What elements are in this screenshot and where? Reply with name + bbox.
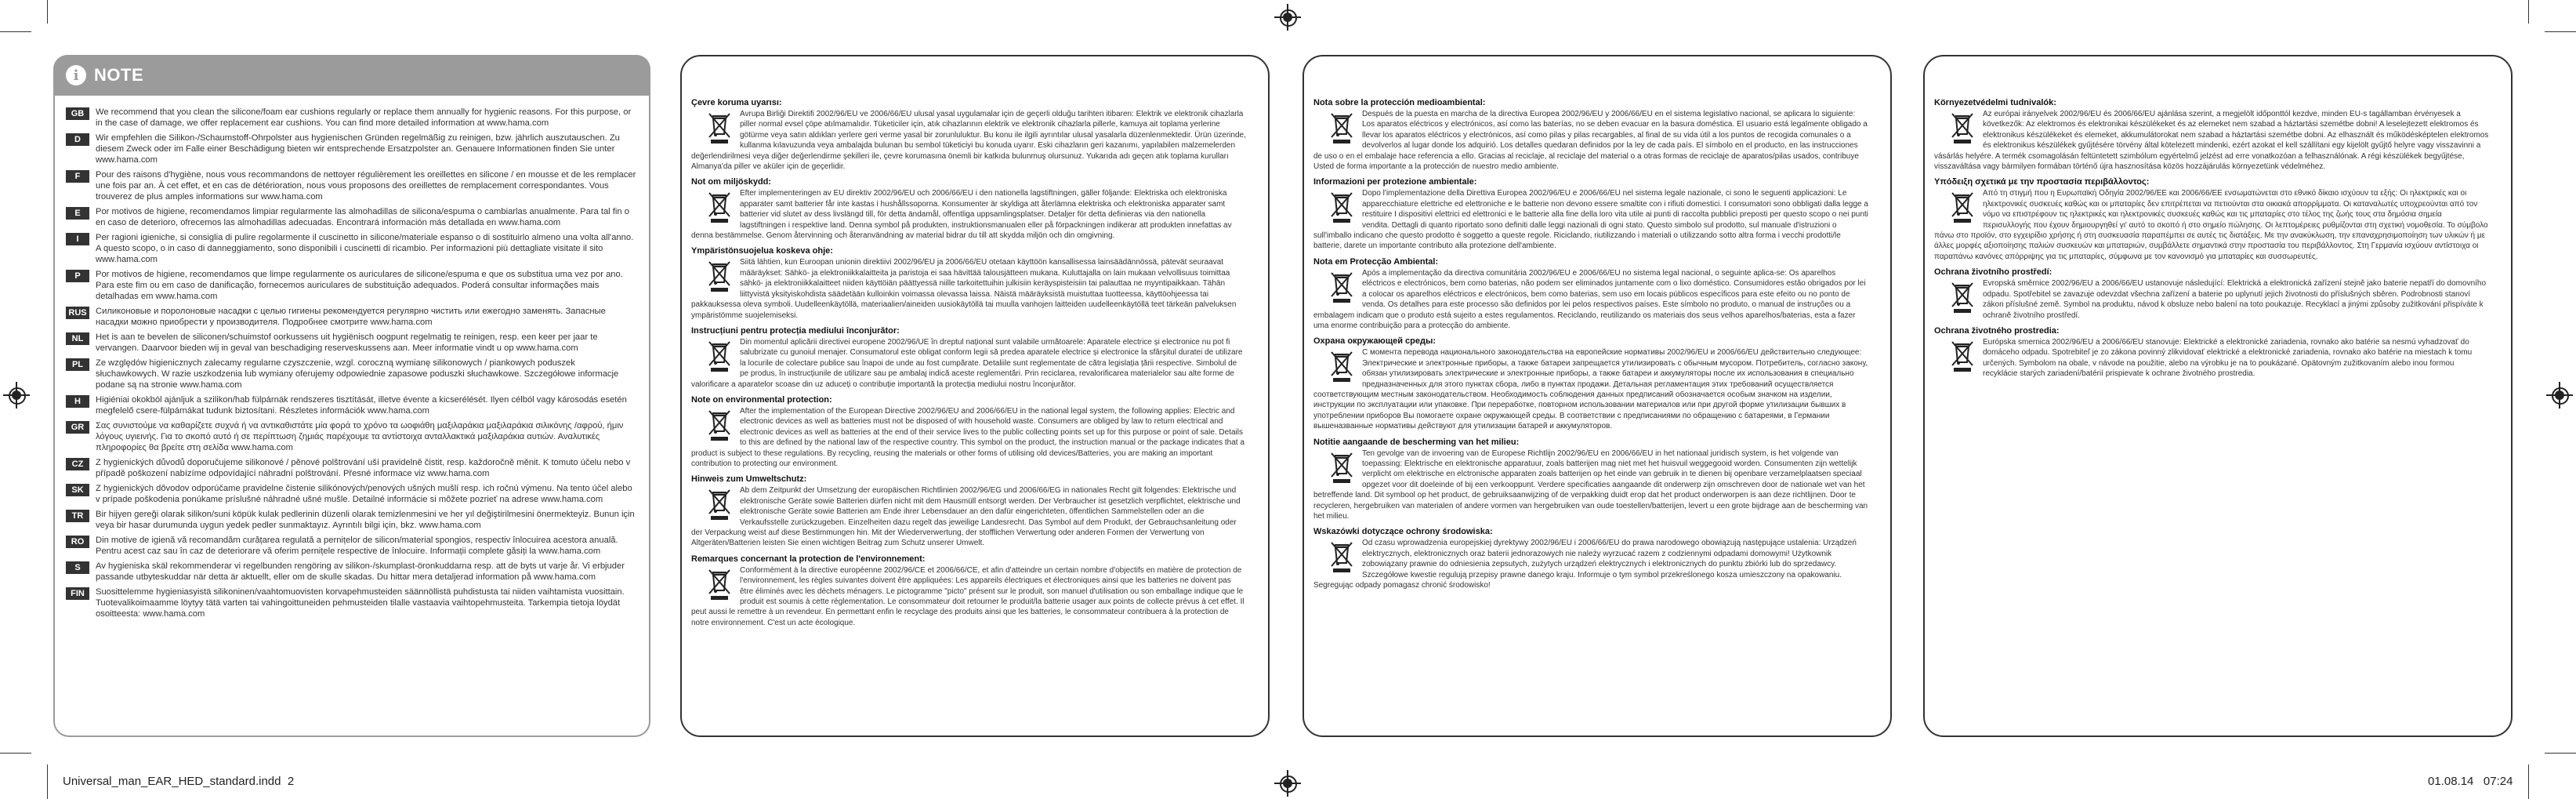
disposal-section-title: Hinweis zum Umweltschutz: xyxy=(691,474,807,485)
language-note-text: Wir empfehlen die Silikon-/Schaumstoff-Ohrpolster aus hygienischen Gründen regelmäßig zu reinigen, bzw. jährlich auszutauschen. Zu diesem Zweck oder im Falle einer Beschädigung bieten wir entsprechende Ersatzpolster an. Genauere Informationen finden Sie unter www.hama.com xyxy=(96,133,620,165)
language-note-text: Pour des raisons d'hygiène, nous vous recommandons de nettoyer régulièrement les oreillettes en silicone / en mousse et de les remplacer une fois par an. À cet effet, et en cas de détérioration, nous vous proposons des oreillettes de remplacement correspondantes. Vous trouverez de plus amples informations sur www.hama.com xyxy=(96,170,636,202)
disposal-section xyxy=(1313,256,1868,331)
disposal-section xyxy=(1934,176,2489,262)
language-note-row xyxy=(66,332,638,354)
crop-mark xyxy=(0,753,31,754)
disposal-section-body xyxy=(1313,538,1868,590)
disposal-section-title: Wskazówki dotyczące ochrony środowiska: xyxy=(1313,527,1493,537)
registration-mark-bottom xyxy=(1274,770,1301,797)
disposal-section xyxy=(1934,325,2489,380)
crossed-out-bin-icon xyxy=(705,190,734,224)
crossed-out-bin-icon xyxy=(705,259,734,293)
crossed-out-bin-icon xyxy=(1328,539,1356,574)
footer-timestamp xyxy=(2428,775,2513,788)
disposal-section-text: Din momentul aplicării directivei europene 2002/96/UE în dreptul național sunt valabile următoarele: Aparatele electrice și electronice nu pot fi salubrizate cu gunoiul menajer. Consumatorul este obligat conform legii să predea aparatele electrice și electronice la sfârșitul duratei de utilizare la locurile de colectare publice sau înapoi de unde au fost cumpărate. Detaliile sunt reglementate de cătra legislația țării respective. Simbolul de pe produs, în instrucțiunile de utilizare sau pe ambalaj indică aceste reglementări. Prin reciclarea, revalorificarea materialelor sau alte forme de valorificare a aparatelor scoase din uz aduceți o contribuție importantă la protecția mediului nostru înconjurător. xyxy=(691,337,1243,389)
disposal-section-title: Not om miljöskydd: xyxy=(691,177,772,187)
language-note-row xyxy=(66,107,638,129)
crop-mark xyxy=(0,31,31,32)
crossed-out-bin-icon xyxy=(1328,349,1356,383)
disposal-section xyxy=(691,394,1246,469)
disposal-section-body xyxy=(691,257,1246,320)
disposal-section xyxy=(691,554,1246,628)
crossed-out-bin-icon xyxy=(1328,190,1356,224)
print-time: 07:24 xyxy=(2483,775,2513,788)
language-note-row xyxy=(66,169,638,202)
crossed-out-bin-icon xyxy=(705,408,734,442)
crossed-out-bin-icon xyxy=(1948,339,1976,373)
crop-mark xyxy=(47,764,48,799)
disposal-section-text: Evropská směrnice 2002/96/EU a 2006/66/EU ustanovuje následující: Elektrická a elektronická zařízení stejně jako baterie nepatří do domovního odpadu. Spotřebitel se zavazuje odevzdat všechna zařízení a baterie po uplynutí jejich životnosti do příslušných sběren. Podrobnosti stanoví zákon příslušné země. Symbol na produktu, návod k obsluze nebo balení na toto poukazuje. Recyklací a jinými způsoby zužitkování přispíváte k ochraně životního prostředí. xyxy=(1983,279,2487,320)
crop-mark xyxy=(2528,0,2529,24)
disposal-section-title: Remarques concernant la protection de l'environnement: xyxy=(691,554,926,564)
disposal-section xyxy=(1934,97,2489,172)
disposal-section-title: Informazioni per protezione ambientale: xyxy=(1313,177,1477,187)
language-code-badge: P xyxy=(66,270,89,282)
disposal-section-text: After the implementation of the European Directive 2002/96/EU and 2006/66/EU in the national legal system, the following applies: Electric and electronic devices as well as batteries must not be disposed of with household waste. Consumers are obliged by law to return electrical and electronic devices as well as batteries at the end of their service lives to the public collecting points set up for this purpose or point of sale. Details to this are defined by the national law of the respective country. This symbol on the product, the instruction manual or the package indicates that a product is subject to these regulations. By recycling, reusing the materials or other forms of utilising old devices/Batteries, you are making an important contribution to protecting our environment. xyxy=(691,406,1245,468)
disposal-section xyxy=(691,474,1246,548)
registration-mark-right xyxy=(2546,382,2573,409)
language-note-row xyxy=(66,561,638,583)
disposal-section-text: Siitä lähtien, kun Euroopan unionin direktiivi 2002/96/EU ja 2006/66/EU otetaan käyttöön kansallisessa lainsäädännössä, pätevät seuraavat määräykset: Sähkö- ja elektroniikkalaitteita ja paristoja ei saa hävittää talousjätteen mukana. Kuluttajalla on lain mukaan velvollisuus toimittaa sähkö- ja elektroniikkalaitteet niiden käyttöiän päättyessä niille tarkoitettuihin julkisiin keräyspisteisiin tai palauttaa ne myyntipaikkaan. Tähän liittyvistä yksityiskohdista säädetään kulloinkin voimassa olevassa laissa. Näistä määräyksistä muistuttaa tuotteessa, käyttöohjeessa tai pakkauksessa oleva symboli. Uudelleenkäytöllä, materiaalien/aineiden uusiokäytöllä tai muulla vanhojen laitteiden uudelleenkäytöllä teet tärkeän palveluksen ympäristömme suojelemiseksi. xyxy=(691,258,1237,320)
disposal-section-body xyxy=(1934,337,2489,380)
info-icon: i xyxy=(66,65,86,85)
disposal-section xyxy=(1313,97,1868,172)
disposal-section-text: Ab dem Zeitpunkt der Umsetzung der europäischen Richtlinien 2002/96/EG und 2006/66/EG in nationales Recht gilt folgendes: Elektrische und elektronische Geräte sowie Batterien dürfen nicht mit dem Hausmüll entsorgt werden. Der Verbraucher ist gesetzlich verpflichtet, elektrische und elektronische Geräte sowie Batterien am Ende ihrer Lebensdauer an den dafür eingerichteten, öffentlichen Sammelstellen oder an die Verkaufsstelle zurückzugeben. Einzelheiten dazu regelt das jeweilige Landesrecht. Das Symbol auf dem Produkt, der Gebrauchsanleitung oder der Verpackung weist auf diese Bestimmungen hin. Mit der Wiederverwertung, der stofflichen Verwertung oder anderen Formen der Verwertung von Altgeräten/Batterien leisten Sie einen wichtigen Beitrag zum Schutz unserer Umwelt. xyxy=(691,486,1241,548)
language-note-text: Het is aan te bevelen de siliconen/schuimstof oorkussens uit hygiënisch oogpunt regelmatig te reinigen, resp. een keer per jaar te vervangen. Daarvoor bieden wij in geval van beschadiging reserveskussens aan. Meer informatie vindt u op www.hama.com xyxy=(96,332,598,353)
disposal-section xyxy=(1313,336,1868,431)
disposal-section-text: Dopo l'implementazione della Direttiva Europea 2002/96/EU e 2006/66/EU nel sistema legale nazionale, ci sono le seguenti applicazioni: Le apparecchiature elettriche ed elettroniche e le batterie non devono essere smaltite con i rifiuti domestici. I consumatori sono obbligati dalla legge a restituire I dispositivi elettrici ed elettronici e le batterie alla fine della loro vita utile ai punti di raccolta pubblici preposti per questo scopo o nei punti vendita. Dettagli di quanto riportato sono definiti dalle leggi nazionali di ogni stato. Questo simbolo sul prodotto, sul manuale d'istruzioni o sull'imballo indicano che questo prodotto è soggetto a queste regole. Riciclando, riutilizzando i materiali o utilizzando sotto altra forma i vecchi prodotti/le batterie, darete un importante contributo alla protezione dell'ambiente. xyxy=(1313,189,1868,251)
language-code-badge: RUS xyxy=(66,307,89,319)
registration-mark-left xyxy=(3,382,30,409)
language-note-text: Per ragioni igieniche, si consiglia di pulire regolarmente il cuscinetto in silicone/materiale espanso o di sostituirlo almeno una volta all'anno. A questo scopo, o in caso di danneggiamento, sono disponibili i cuscinetti di ricambio. Per informazioni più dettagliate visitate il sito www.hama.com xyxy=(96,233,634,264)
disposal-section-title: Nota sobre la protección medioambiental: xyxy=(1313,98,1486,107)
crossed-out-bin-icon xyxy=(705,339,734,373)
disposal-section-body xyxy=(691,565,1246,628)
crop-mark xyxy=(2545,31,2576,32)
note-page xyxy=(53,55,650,737)
language-code-badge: NL xyxy=(66,332,89,345)
disposal-section-body xyxy=(1313,449,1868,522)
crossed-out-bin-icon xyxy=(1328,111,1356,145)
disposal-section xyxy=(691,245,1246,320)
disposal-section-text: Ten gevolge van de invoering van de Europese Richtlijn 2002/96/EU en 2006/66/EU in het nationaal juridisch system, is het volgende van toepassing: Elektrische en elektronische apparatuur, zoals batterijen mag niet met het huisvuil weggegooid worden. Consumenten zijn wettelijk verplicht om elektrische en elctronische apparaten zoals batterijen op het einde van gebruik in te dienen bij openbare verzamelplaatsen speciaal opgezet voor dit doeleinde of bij een verkooppunt. Verdere specificaties aangaande dit onderwerp zijn omschreven door de nationale wet van het betreffende land. Dit symbool op het product, de gebruiksaanwijzing of de verpakking duidt erop dat het product onderworpen is aan deze richtlijnen. Door te recycleren, hergebruiken van materialen of andere vormen van hergebruiken van oude toestellen/batterijen, levert u een grote bijdrage aan de bescherming van het milieu. xyxy=(1313,449,1868,521)
crossed-out-bin-icon xyxy=(1328,270,1356,304)
language-code-badge: RO xyxy=(66,536,89,548)
disposal-section-text: Conformément à la directive européenne 2002/96/CE et 2006/66/CE, et afin d'atteindre un certain nombre d'objectifs en matière de protection de l'environnement, les règles suivantes doivent être appliquées: Les appareils électriques et électroniques ainsi que les batteries ne doivent pas être éliminés avec les déchets ménagers. Le pictogramme "picto" présent sur le produit, son manuel d'utilisation ou son emballage indique que le produit est soumis à cette réglementation. Le consommateur doit retourner le produit/la batterie usager aux points de collecte prévus à cet effet. Il peut aussi le remettre à un revendeur. En permettant enfin le recyclage des produits ainsi que les batteries, le consommateur contribuera à la protection de notre environnement. C'est un acte écologique. xyxy=(691,565,1245,627)
disposal-section-body xyxy=(691,188,1246,241)
disposal-section-title: Notitie aangaande de bescherming van het milieu: xyxy=(1313,437,1520,447)
language-note-text: Bir hijyen gereği olarak silikon/suni köpük kulak pedlerinin düzenli olarak temizlenmesini ve her yıl değiştirilmesini önermekteyiz. Bunun için veya bir hasar durumunda uygun yedek pedler sunmaktayız. Ayrıntılı bilgi için, bkz. www.hama.com xyxy=(96,510,635,530)
crop-mark xyxy=(2528,764,2529,799)
language-code-badge: SK xyxy=(66,484,89,496)
disposal-section-body xyxy=(1313,188,1868,251)
crossed-out-bin-icon xyxy=(1948,280,1976,314)
disposal-section-text: Efter implementeringen av EU direktiv 2002/96/EU och 2006/66/EU i den nationella lagstiftningen, gäller följande: Elektriska och elektroniska apparater samt batterier får inte kastas i hushållssoporna. Konsumenter är skyldiga att återlämna elektriska och elektroniska apparater samt batterier vid slutet av dess livslängd till, för detta ändamål, offentliga uppsamlingsplatser. Detaljer för detta definieras via den nationella lagstiftningen i respektive land. Denna symbol på produkten, instruktionsmanualen eller på förpackningen indikerar att produkten innefattas av denna bestämmelse. Genom återvinning och återanvändning av material bidrar du till att skydda miljön och din omgivning. xyxy=(691,189,1232,241)
disposal-section xyxy=(691,97,1246,172)
disposal-section-body xyxy=(691,485,1246,548)
disposal-section-text: Az európai irányelvek 2002/96/EU és 2006/66/EU ajánlása szerint, a megjelölt időponttól kezdve, minden EU-s tagállamban érvényesek a következők: Az elektromos és elektronikai készülékeket és az elemeket nem szabad a háztartási szemétbe dobni! A leselejtezett elektromos és elektronikus készülékeket és elemeket, akkumulátorokat nem szabad a háztartási szemétbe dobni. Az elhasznált és működésképtelen elektromos és elektronikus készülékek gyűjtésére törvény által kötelezett mindenki, ezért azokat el kell szállítani egy kijelölt gyűjtő helyre vagy visszavinni a vásárlás helyére. A termék csomagolásán feltüntetett szimbólum egyértelmű jelzést ad erre vonatkozóan a felhasználónak. A régi készülékek begyűjtése, visszaváltása vagy bármilyen formában történő újra hasznosítása közös hozzájárulás környezetünk védelméhez. xyxy=(1934,110,2489,172)
language-note-text: Din motive de igienă vă recomandăm curățarea regulată a pernițelor de silicon/material spongios, respectiv înlocuirea acestora anuală. Pentru acest caz sau în caz de deteriorare vă oferim pernițele respective de înlocuire. Informații complete găsiți la www.hama.com xyxy=(96,536,618,556)
disposal-section-title: Környezetvédelmi tudnivalók: xyxy=(1934,98,2056,107)
disposal-section xyxy=(1313,176,1868,251)
page-number: 2 xyxy=(287,775,295,788)
registration-mark-top xyxy=(1274,4,1301,31)
language-code-badge: D xyxy=(66,133,89,146)
language-note-row xyxy=(66,232,638,265)
language-note-text: Z hygienických důvodů doporučujeme silikonové / pěnové polštrování uší pravidelně čistit, resp. každoročně měnit. K tomuto účelu nebo v případě poškození nabízíme odpovídající náhradní polštrování. Přesné informace viz www.hama.com xyxy=(96,458,631,478)
disposal-section-title: Nota em Protecção Ambiental: xyxy=(1313,256,1439,267)
language-note-text: Z hygienických dôvodov odporúčame pravidelne čistenie silikónových/penových ušných mušlí resp. ich ročnú výmenu. Na tento účel alebo v prípade poškodenia ponúkame príslušné náhradné ušné mušle. Detailné informácie si môžete pozrieť na adrese www.hama.com xyxy=(96,484,632,504)
language-note-row xyxy=(66,306,638,328)
language-note-row xyxy=(66,394,638,416)
disposal-section-title: Çevre koruma uyarısı: xyxy=(691,98,782,107)
disposal-section-text: Από τη στιγμή που η Ευρωπαϊκή Οδηγία 2002/96/ΕΕ και 2006/66/ΕΕ ενσωματώνεται στο εθνικό δίκαιο ισχύουν τα εξής: Οι ηλεκτρικές και οι ηλεκτρονικές συσκευές καθώς και οι μπαταρίες δεν επιτρέπεται να πετιούνται στα οικιακά απορρίμματα. Οι καταναλωτές υποχρεούνται από τον νόμο να επιστρέφουν τις ηλεκτρικές και ηλεκτρονικές συσκευές καθώς και τις μπαταρίες στο τέλος της ζωής τους στα δημόσια σημεία περισυλλογής που έχουν δημιουργηθεί γι' αυτό το σκοπό ή στο σημείο πώλησης. Οι λεπτομέρειες ρυθμίζονται στη σχετική νομοθεσία. Το σύμβολο πάνω στο προϊόν, στο εγχειρίδιο χρήσης ή στη συσκευασία παραπέμπει σε αυτές τις διατάξεις. Με την ανακύκλωση, την επαναχρησιμοποίηση των υλικών ή με άλλες μορφές αξιοποίησης παλιών συσκευών και μπαταριών, συμβάλλετε σημαντικά στην προστασία του περιβάλλοντος. Στη Γερμανία ισχύουν αντίστοιχα οι παραπάνω κανόνες απόρριψης για τις μπαταρίες, σύμφωνα με τον κανονισμό για μπαταρίες και συσσωρευτές. xyxy=(1934,189,2488,261)
language-note-row xyxy=(66,269,638,302)
disposal-section-title: Note on environmental protection: xyxy=(691,394,832,405)
disposal-section-body xyxy=(1313,347,1868,431)
language-note-row xyxy=(66,509,638,531)
disposal-section-title: Υπόδειξη σχετικά με την προστασία περιβάλλοντος: xyxy=(1934,177,2150,187)
language-code-badge: PL xyxy=(66,358,89,371)
language-code-badge: CZ xyxy=(66,458,89,470)
language-note-text: Av hygieniska skäl rekommenderar vi regelbunden rengöring av silikon-/skumplast-öronkuddarna resp. att de byts ut varje år. Vi erbjuder passande utbyteskuddar när detta är aktuellt, eller om de skulle skadas. Du hittar mera detaljerad information på www.hama.com xyxy=(96,561,625,582)
disposal-section-body xyxy=(1313,109,1868,172)
language-note-row xyxy=(66,483,638,505)
print-date: 01.08.14 xyxy=(2428,775,2474,788)
disposal-section-title: Instrucțiuni pentru protecția mediului înconjurător: xyxy=(691,325,900,336)
crossed-out-bin-icon xyxy=(705,487,734,521)
disposal-section xyxy=(1313,526,1868,590)
language-note-row xyxy=(66,206,638,228)
disposal-section-body xyxy=(691,109,1246,172)
crop-mark xyxy=(47,0,48,24)
language-note-text: Σας συνιστούμε να καθαρίζετε συχνά ή να αντικαθιστάτε μία φορά το χρόνο τα ωοφιάθη μαξιλαράκια μαξιλαράκια σιλικόνης /αφρού, ήμιν λόγους υγιεινής. Για το σκοπό αυτό ή σε περίπτωση ζημιάς παρέχουμε τα αντίστοιχα ανταλλακτικά μαξιλαράκια αυτιών. Αναλυτικές πληροφορίες θα βρείτε στη σελίδα www.hama.com xyxy=(96,421,624,452)
disposal-section-body xyxy=(1934,188,2489,262)
language-note-text: We recommend that you clean the silicone/foam ear cushions regularly or replace them annually for hygienic reasons. For this purpose, or in the case of damage, we offer replacement ear cushions. You can find more detailed information at www.hama.com xyxy=(96,107,632,128)
disposal-section-text: С момента перевода национального законодательства на европейские нормативы 2002/96/EU и 2006/66/EU действительно следующее: Электрические и электронные приборы, а также батареи запрещается утилизировать с обычным мусором. Потребитель, согласно закону, обязан утилизировать электрические и электронные приборы, а также батареи и аккумуляторы после их использования в специально предназначенных для этого пунктах сбора, либо в пунктах продажи. Детальная регламентация этих требований осуществляется соответствующим местным законодательством. Необходимость соблюдения данных предписаний обозначается особым значком на изделии, инструкции по эксплуатации или упаковке. При переработке, повторном использовании материалов или при другой форме утилизации бывших в употреблении приборов Вы помогаете охране окружающей среды. В соответствии с предписаниями по обращению с батареями, в Германии вышеназванные нормативы действуют для утилизации батарей и аккумуляторов. xyxy=(1313,348,1868,431)
disposal-section-text: Después de la puesta en marcha de la directiva Europea 2002/96/EU y 2006/66/EU en el sistema legislativo nacional, se aplicara lo siguiente: Los aparatos eléctricos y electrónicos, así como las baterías, no se deben evacuar en la basura doméstica. El usuario está legalmente obligado a llevar los aparatos eléctricos y electrónicos, así como pilas y pilas recargables, al final de su vida útil a los puntos de recogida comunales o a devolverlos al lugar donde los adquirió. Los detalles quedaran definidos por la ley de cada país. El símbolo en el producto, en las instrucciones de uso o en el embalaje hace referencia a ello. Gracias al reciclaje, al reciclaje del material o a otras formas de reciclaje de aparatos/pilas usados, contribuye Usted de forma importante a la protección de nuestro medio ambiente. xyxy=(1313,110,1868,172)
language-note-text: Силиконовые и поролоновые насадки с целью гигиены рекомендуется регулярно чистить или ежегодно заменять. Запасные насадки можно приобрести у производителя. Подробнее смотрите www.hama.com xyxy=(96,307,606,327)
language-note-text: Ze względów higienicznych zalecamy regularne czyszczenie, wzgl. coroczną wymianę silikonowych / piankowych poduszek słuchawkowych. W razie uszkodzenia lub wymiany oferujemy odpowiednie zapasowe poduszki słuchawkowe. Szczegółowe informacje podane są na stronie www.hama.com xyxy=(96,358,619,390)
disposal-section-title: Ympäristönsuojelua koskeva ohje: xyxy=(691,246,833,256)
language-note-row xyxy=(66,457,638,479)
note-title: NOTE xyxy=(94,65,144,85)
language-note-text: Suosittelemme hygieniasyistä silikoninen/vaahtomuovisten korvapehmusteiden säännöllistä puhdistusta tai niiden vaihtamista vuosittain. Tuotevalikoimaamme löytyy tätä varten tai vahingoittuneiden pehmusteiden tilalle vastaavia vaihtopehmusteita. Tarkempia tietoja löydät osoitteesta: www.hama.com xyxy=(96,587,625,619)
disposal-section-title: Ochrana životného prostredia: xyxy=(1934,325,2060,336)
language-note-row xyxy=(66,535,638,557)
language-note-row xyxy=(66,358,638,390)
crossed-out-bin-icon xyxy=(705,111,734,145)
language-code-badge: FIN xyxy=(66,587,89,600)
disposal-section xyxy=(691,176,1246,241)
disposal-section-body xyxy=(1313,268,1868,331)
disposal-page-3 xyxy=(1923,55,2513,737)
disposal-section-text: Avrupa Birliği Direktifi 2002/96/EU ve 2006/66/EU ulusal yasal uygulamalar için de geçerli olduğu tarihten itibaren: Elektrik ve elektronik cihazlarla piller normal evsel çöpe atılmamalıdır. Tüketiciler için, atık cihazlarının elektrik ve elektronik cihazlarla pillerle, kamuya ait toplama yerlerine götürme veya satın aldıkları yerlere geri verme yasal bir zorunluluktur. Bu konu ile ilgili ayrıntılar ulusal yasalarla düzenlenmektedir. Ürün üzerinde, kullanma kılavuzunda veya ambalajda bulunan bu sembol tüketiciyi bu konuda uyarır. Eski cihazların geri kazanımı, yapılabilen malzemelerden değerlendirilmesi veya diğer değerlendirme şekilleri ile, çevre korumasına önemli bir katkıda bulunmuş olursunuz. Yukarıda adı geçen atık toplama kurulları Almanya'da piller ve aküler için de geçerlidir. xyxy=(691,110,1246,172)
disposal-section-text: Európska smernica 2002/96/EU a 2006/66/EU stanovuje: Elektrické a elektronické zariadenia, rovnako ako batérie sa nesmú vyhadzovať do domáceho odpadu. Spotrebiteľ je zo zákona povinný zlikvidovať elektrické a elektronické zariadenia, rovnako ako batérie na miestach k tomu určených. Symbolom na obale, v návode na použitie, alebo na výrobku je na to poukázané. Opätovným zužitkovaním alebo inou formou recyklácie starých zariadení/batérií prispievate k ochrane životného prostredia. xyxy=(1983,337,2473,379)
disposal-page-2 xyxy=(1302,55,1892,737)
language-code-badge: GR xyxy=(66,421,89,434)
language-note-text: Por motivos de higiene, recomendamos que limpe regularmente os auriculares de silicone/espuma e que os substitua uma vez por ano. Para este fim ou em caso de danificação, fornecemos auriculares de substituição adequados. Poderá consultar informações mais detalhadas em www.hama.com xyxy=(96,270,623,301)
disposal-section xyxy=(1313,437,1868,522)
language-code-badge: F xyxy=(66,170,89,183)
disposal-section-body xyxy=(1934,109,2489,172)
disposal-section-text: Od czasu wprowadzenia europejskiej dyrektywy 2002/96/EU i 2006/66/EU do prawa narodowego obowiązują następujące ustalenia: Urządzeń elektrycznych, elektronicznych oraz baterii jednorazowych nie należy wyrzucać razem z codziennymi odpadami domowymi! Użytkownik zobowiązany prawnie do odniesienia zepsutych, zużytych urządzeń elektrycznych i elektronicznych do punktu zbiórki lub do sprzedawcy. Szczegółowe kwestie regulują przepisy prawne danego kraju. Informuje o tym symbol przekreślonego kosza umieszczony na opakowaniu. Segregując odpady pomagasz chronić środowisko! xyxy=(1313,539,1857,590)
language-code-badge: GB xyxy=(66,107,89,120)
language-code-badge: E xyxy=(66,207,89,220)
language-code-badge: S xyxy=(66,561,89,574)
note-header xyxy=(53,55,650,96)
crossed-out-bin-icon xyxy=(1948,111,1976,145)
language-code-badge: I xyxy=(66,233,89,245)
crossed-out-bin-icon xyxy=(1328,450,1356,485)
disposal-section-text: Após a implementação da directiva comunitária 2002/96/EU e 2006/66/EU no sistema legal nacional, o seguinte aplica-se: Os aparelhos eléctricos e electrónicos, bem como baterias, não podem ser eliminados juntamente com o lixo doméstico. Consumidores estão obrigados por lei a colocar os aparelhos eléctricos e electrónicos, bem como baterias, sem uso em locais públicos específicos para este efeito ou no ponto de venda. Os detalhes para este processo são definidos por lei pelos respectivos países. Este símbolo no produto, o manual de instruções ou a embalagem indicam que o produto está sujeito a estes regulamentos. Reciclando, reutilizando os materiais dos seus velhos aparelhos/baterias, esta a fazer uma enorme contribuição para a protecção do ambiente. xyxy=(1313,268,1866,330)
crossed-out-bin-icon xyxy=(1948,190,1976,224)
disposal-section-title: Охрана окружающей среды: xyxy=(1313,336,1437,347)
disposal-section-body xyxy=(691,337,1246,390)
language-code-badge: TR xyxy=(66,510,89,522)
note-language-list xyxy=(53,96,650,737)
language-note-row xyxy=(66,420,638,453)
language-code-badge: H xyxy=(66,395,89,408)
language-note-row xyxy=(66,587,638,619)
footer-filename xyxy=(63,775,294,788)
disposal-section-body xyxy=(1934,278,2489,321)
disposal-page-1 xyxy=(680,55,1270,737)
language-note-text: Higiéniai okokból ajánljuk a szilikon/hab fülpárnák rendszeres tisztítását, illetve évente a kicserélését. Ilyen célból vagy károsodás esetén megfelelő csere-fülpárnákat tudunk biztosítani. Részletes információk www.hama.com xyxy=(96,395,627,416)
crossed-out-bin-icon xyxy=(705,567,734,601)
language-note-text: Por motivos de higiene, recomendamos limpiar regularmente las almohadillas de silicona/espuma o cambiarlas anualmente. Para tal fin o en caso de deterioro, ofrecemos las almohadillas adecuadas. Encontrará información más detallada en www.hama.com xyxy=(96,207,629,227)
disposal-section-title: Ochrana životního prostředí: xyxy=(1934,267,2052,278)
disposal-section xyxy=(691,325,1246,390)
language-note-row xyxy=(66,133,638,165)
indd-filename: Universal_man_EAR_HED_standard.indd xyxy=(63,775,281,788)
disposal-section-body xyxy=(691,406,1246,469)
disposal-section xyxy=(1934,267,2489,321)
crop-mark xyxy=(2545,753,2576,754)
